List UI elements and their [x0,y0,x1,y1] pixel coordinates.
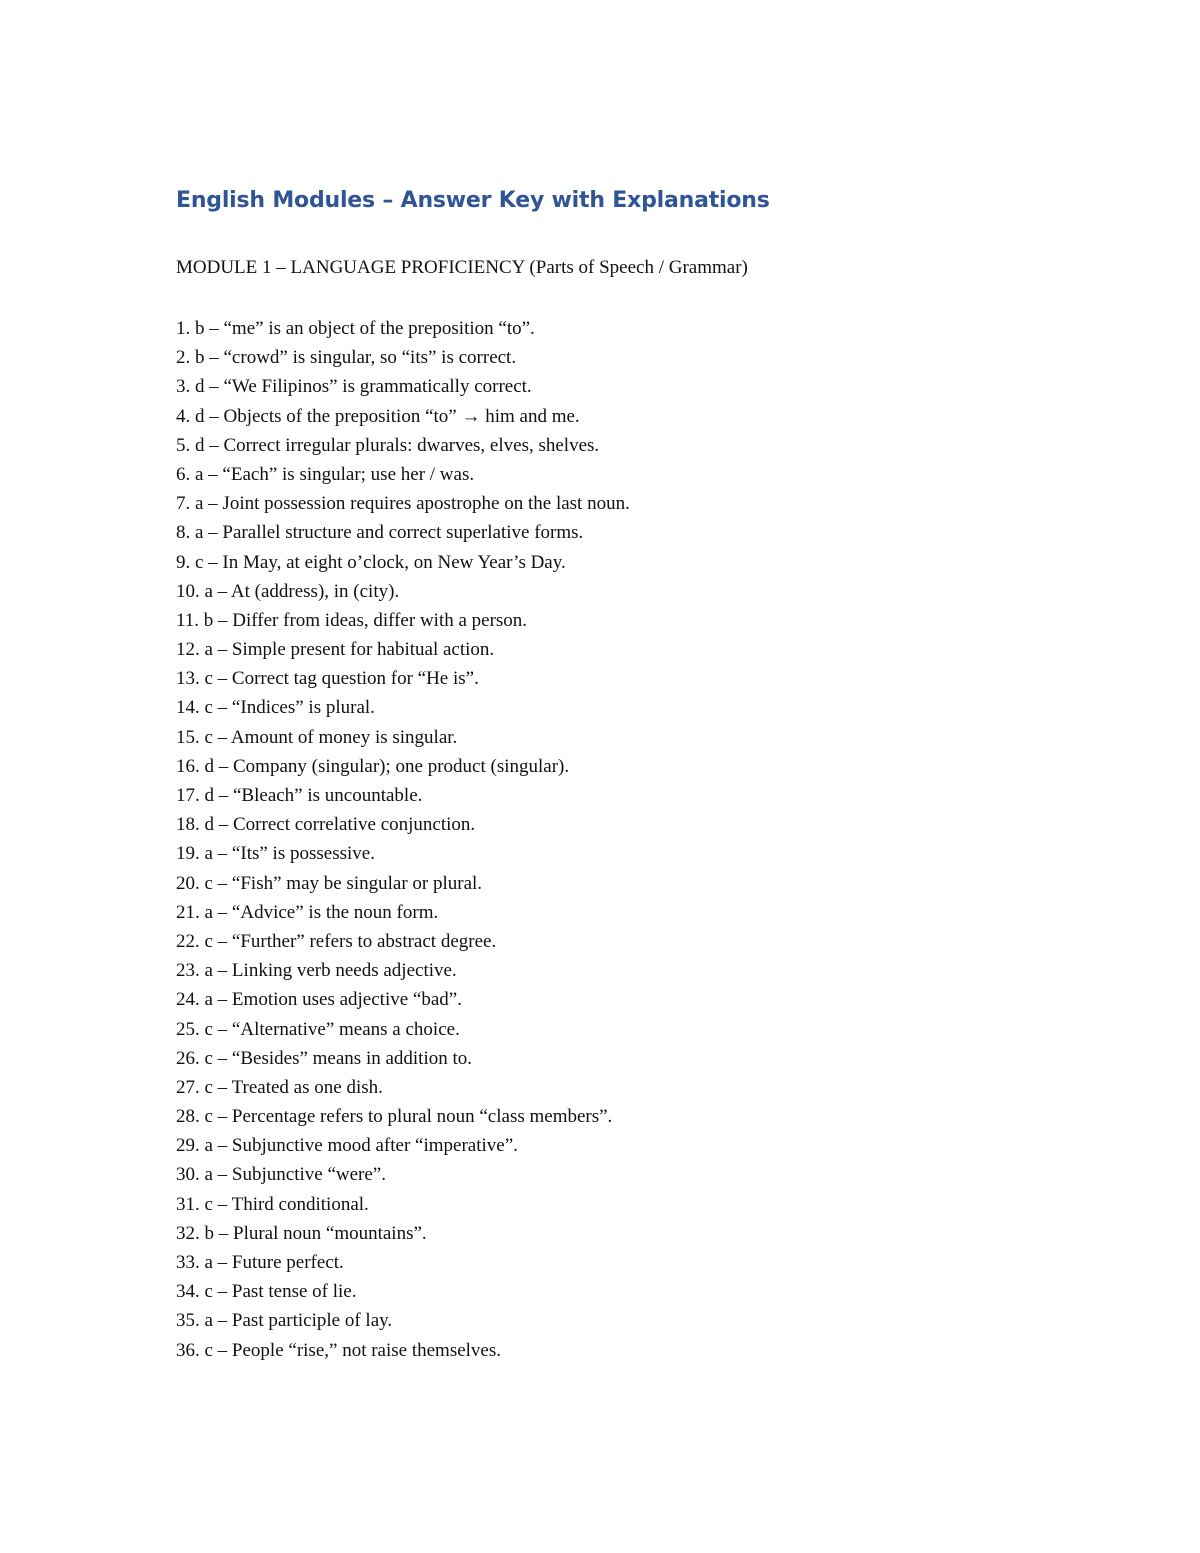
answer-item: 35. a – Past participle of lay. [176,1310,393,1332]
answer-item: 22. c – “Further” refers to abstract degree. [176,930,497,952]
answer-item: 10. a – At (address), in (city). [176,580,400,602]
answer-item: 31. c – Third conditional. [176,1193,369,1215]
answer-item: 36. c – People “rise,” not raise themselves. [176,1339,502,1361]
answer-item: 6. a – “Each” is singular; use her / was. [176,463,475,485]
answer-item: 7. a – Joint possession requires apostrophe on the last noun. [176,493,630,515]
answer-item: 16. d – Company (singular); one product (singular). [176,755,570,777]
answer-item: 19. a – “Its” is possessive. [176,843,375,865]
answer-item: 14. c – “Indices” is plural. [176,697,375,719]
answer-item: 32. b – Plural noun “mountains”. [176,1222,427,1244]
answer-item: 4. d – Objects of the preposition “to” → him and me. [176,405,580,427]
answer-item: 3. d – “We Filipinos” is grammatically correct. [176,376,532,398]
answer-item: 24. a – Emotion uses adjective “bad”. [176,989,462,1011]
answer-item: 23. a – Linking verb needs adjective. [176,960,457,982]
answer-list [176,314,630,1365]
answer-item: 28. c – Percentage refers to plural noun “class members”. [176,1106,613,1128]
answer-item: 18. d – Correct correlative conjunction. [176,814,476,836]
answer-item: 29. a – Subjunctive mood after “imperative”. [176,1135,518,1157]
answer-item: 34. c – Past tense of lie. [176,1281,357,1303]
answer-item: 27. c – Treated as one dish. [176,1076,383,1098]
answer-item: 5. d – Correct irregular plurals: dwarves, elves, shelves. [176,434,600,456]
answer-item: 26. c – “Besides” means in addition to. [176,1047,473,1069]
answer-item: 25. c – “Alternative” means a choice. [176,1018,460,1040]
answer-item: 11. b – Differ from ideas, differ with a person. [176,609,528,631]
answer-item: 21. a – “Advice” is the noun form. [176,901,439,923]
answer-item: 33. a – Future perfect. [176,1252,344,1273]
module-heading: MODULE 1 – LANGUAGE PROFICIENCY (Parts of Speech / Grammar) [176,257,748,278]
answer-item: 12. a – Simple present for habitual action. [176,639,495,661]
answer-item: 1. b – “me” is an object of the preposition “to”. [176,318,535,339]
answer-item: 2. b – “crowd” is singular, so “its” is correct. [176,347,517,369]
document-title: English Modules – Answer Key with Explanations [176,188,770,213]
answer-item: 8. a – Parallel structure and correct superlative forms. [176,522,584,544]
answer-item: 15. c – Amount of money is singular. [176,726,458,748]
answer-item: 20. c – “Fish” may be singular or plural. [176,872,483,894]
answer-item: 30. a – Subjunctive “were”. [176,1164,386,1186]
answer-item: 13. c – Correct tag question for “He is”. [176,668,479,690]
answer-item: 17. d – “Bleach” is uncountable. [176,785,423,806]
answer-item: 9. c – In May, at eight o’clock, on New Year’s Day. [176,551,566,573]
